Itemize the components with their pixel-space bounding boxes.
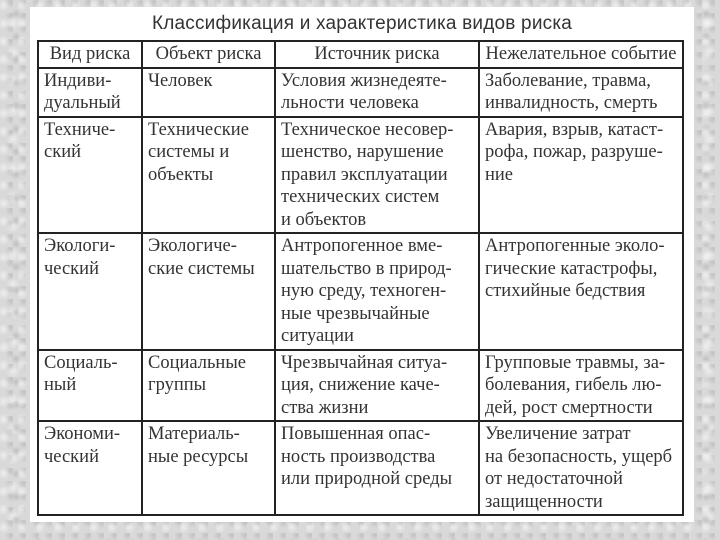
cell-risk-object: Материаль- ные ресурсы — [142, 421, 275, 515]
table-row — [38, 117, 683, 234]
header-risk-object: Объект риска — [142, 41, 275, 68]
table-title: Классификация и характеристика видов риска — [151, 13, 573, 34]
cell-undesired-event: Антропогенные эколо- гические катастрофы, стихийные бедствия — [479, 233, 683, 350]
cell-risk-type: Социаль- ный — [38, 350, 142, 422]
cell-risk-type: Техниче- ский — [38, 117, 142, 234]
cell-undesired-event: Групповые травмы, за- болевания, гибель лю- дей, рост смертности — [479, 350, 683, 422]
table-row — [38, 421, 683, 515]
cell-risk-object: Технические системы и объекты — [142, 117, 275, 234]
cell-undesired-event: Авария, взрыв, катаст- рофа, пожар, разруше- ние — [479, 117, 683, 234]
cell-risk-type: Экологи- ческий — [38, 233, 142, 350]
header-row — [38, 41, 683, 68]
cell-undesired-event: Увеличение затрат на безопасность, ущерб от недостаточной защищенности — [479, 421, 683, 515]
cell-risk-type: Индиви- дуальный — [38, 68, 142, 117]
risk-classification-table — [37, 40, 684, 516]
table-row — [38, 350, 683, 422]
cell-risk-object: Социальные группы — [142, 350, 275, 422]
cell-risk-source: Техническое несовер- шенство, нарушение правил эксплуатации технических систем и объектов — [275, 117, 479, 234]
slide-page — [30, 7, 694, 522]
cell-risk-object: Человек — [142, 68, 275, 117]
cell-risk-source: Повышенная опас- ность производства или природной среды — [275, 421, 479, 515]
header-undesired-event: Нежелательное событие — [479, 41, 683, 68]
cell-risk-type: Экономи- ческий — [38, 421, 142, 515]
cell-undesired-event: Заболевание, травма, инвалидность, смерть — [479, 68, 683, 117]
table-row — [38, 68, 683, 117]
cell-risk-source: Антропогенное вме- шательство в природ- ную среду, техноген- ные чрезвычайные ситуации — [275, 233, 479, 350]
table-row — [38, 233, 683, 350]
cell-risk-source: Чрезвычайная ситуа- ция, снижение каче- ства жизни — [275, 350, 479, 422]
header-risk-source: Источник риска — [275, 41, 479, 68]
cell-risk-source: Условия жизнедеяте- льности человека — [275, 68, 479, 117]
header-risk-type: Вид риска — [38, 41, 142, 68]
cell-risk-object: Экологиче- ские системы — [142, 233, 275, 350]
